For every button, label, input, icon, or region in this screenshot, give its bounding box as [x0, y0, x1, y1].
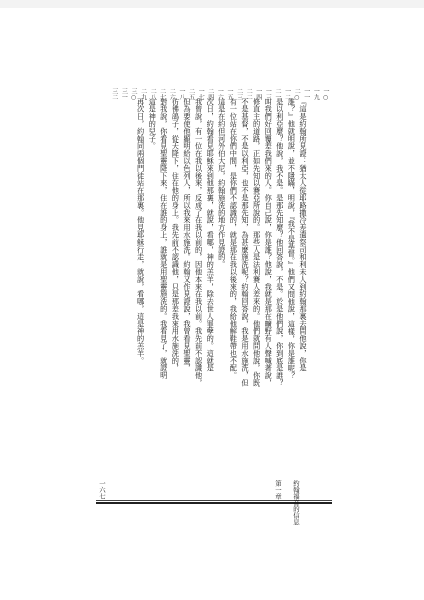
text-column: 再次日，約翰同兩個門徒站在那裏。他見耶穌行走，就說，看哪，這是神的羔羊。: [136, 98, 146, 365]
book-title: 約翰福音的信息: [292, 480, 300, 525]
text-column: 叫我們好回覆差我們來的人。你自己說，你是誰？他說，我就是那在曠野有人聲喊著說，: [264, 98, 274, 387]
text-column: 有一位站在你們中間，是你們不認識的，就是那在我以後來的，我給他解鞋帶也不配。: [229, 98, 239, 380]
text-column: 次日，約翰看見耶穌來到他那裏，就說，看哪，神的羔羊，除去世人罪孽的。這就是: [206, 98, 216, 372]
text-column: 對我說，你看見聖靈降下來，住在誰的身上，誰就是用聖靈施洗的。我看見了，就證明: [159, 98, 169, 380]
verse-number: 二七: [158, 88, 166, 100]
page-edge: [0, 0, 424, 8]
verse-number: 二八: [149, 88, 157, 100]
text-column: 這是在約但河外伯大尼，約翰施洗的地方作見證的。: [217, 98, 227, 269]
verse-number: 一七: [197, 88, 205, 100]
text-column: 修直主的道路，正如先知以賽亞所說的。那些人是法利賽人差來的。他們就問他說，你既: [252, 98, 262, 387]
text-column: 這是神的兒子。: [148, 98, 158, 150]
verse-number: 二一: [274, 88, 281, 100]
verse-number: 二九: [139, 88, 147, 100]
text-column: 但為要使他顯明給以色列人，所以我來用水施洗。約翰又作見證說，我曾看見聖靈，: [182, 98, 192, 372]
verse-number: 一一: [302, 88, 310, 100]
chapter-label: 第一章: [274, 480, 282, 500]
verse-number: 一三: [264, 88, 272, 100]
verse-number: 一○: [322, 88, 329, 101]
verse-number: 一六: [216, 88, 224, 100]
verse-number: 一九: [312, 88, 320, 100]
verse-number: 三○: [130, 88, 137, 101]
verse-number: 一五: [226, 88, 233, 100]
text-column: 是以利亞麼？他說，我不是。是那先知麼？他回答說，不是。於是他們說，你到底是誰？: [275, 98, 285, 387]
text-column: 不是基督，不是以利亞，也不是那先知，為甚麼施洗呢？約翰回答說，我是用水施洗，但: [240, 98, 250, 387]
verse-number: 二四: [206, 88, 214, 100]
verse-number: 二五: [187, 88, 195, 100]
verse-number: 二○: [293, 88, 301, 101]
verse-number: 一二: [283, 88, 291, 100]
text-column: 『這是約翰所見證：猶太人從耶路撒冷差遣祭司和利未人到約翰那裏去問他說，你是: [298, 98, 308, 372]
verse-number: 二二: [245, 88, 253, 100]
verse-number: 一四: [254, 88, 262, 100]
text-column: 我曾說，有一位在我以後來，反成了在我以前的，因他本來在我以前。我先前不認識他，: [194, 98, 204, 387]
verse-number: 三二: [110, 88, 118, 100]
verse-number: 三一: [120, 88, 128, 100]
page-number: 一六七: [98, 480, 106, 500]
verse-number: 二三: [235, 88, 243, 100]
text-column: 誰？』他就明說，並不隱瞞，明說，『我不是基督。』他們又問他說，這樣，你是誰呢？: [287, 98, 297, 380]
verse-number: 一八: [178, 88, 185, 100]
text-column: 彷彿鴿子，從天降下，住在他的身上。我先前不認識他，只是那差我來用水施洗的，: [171, 98, 181, 372]
book-page: [96, 88, 332, 525]
verse-number: 二六: [168, 88, 176, 100]
